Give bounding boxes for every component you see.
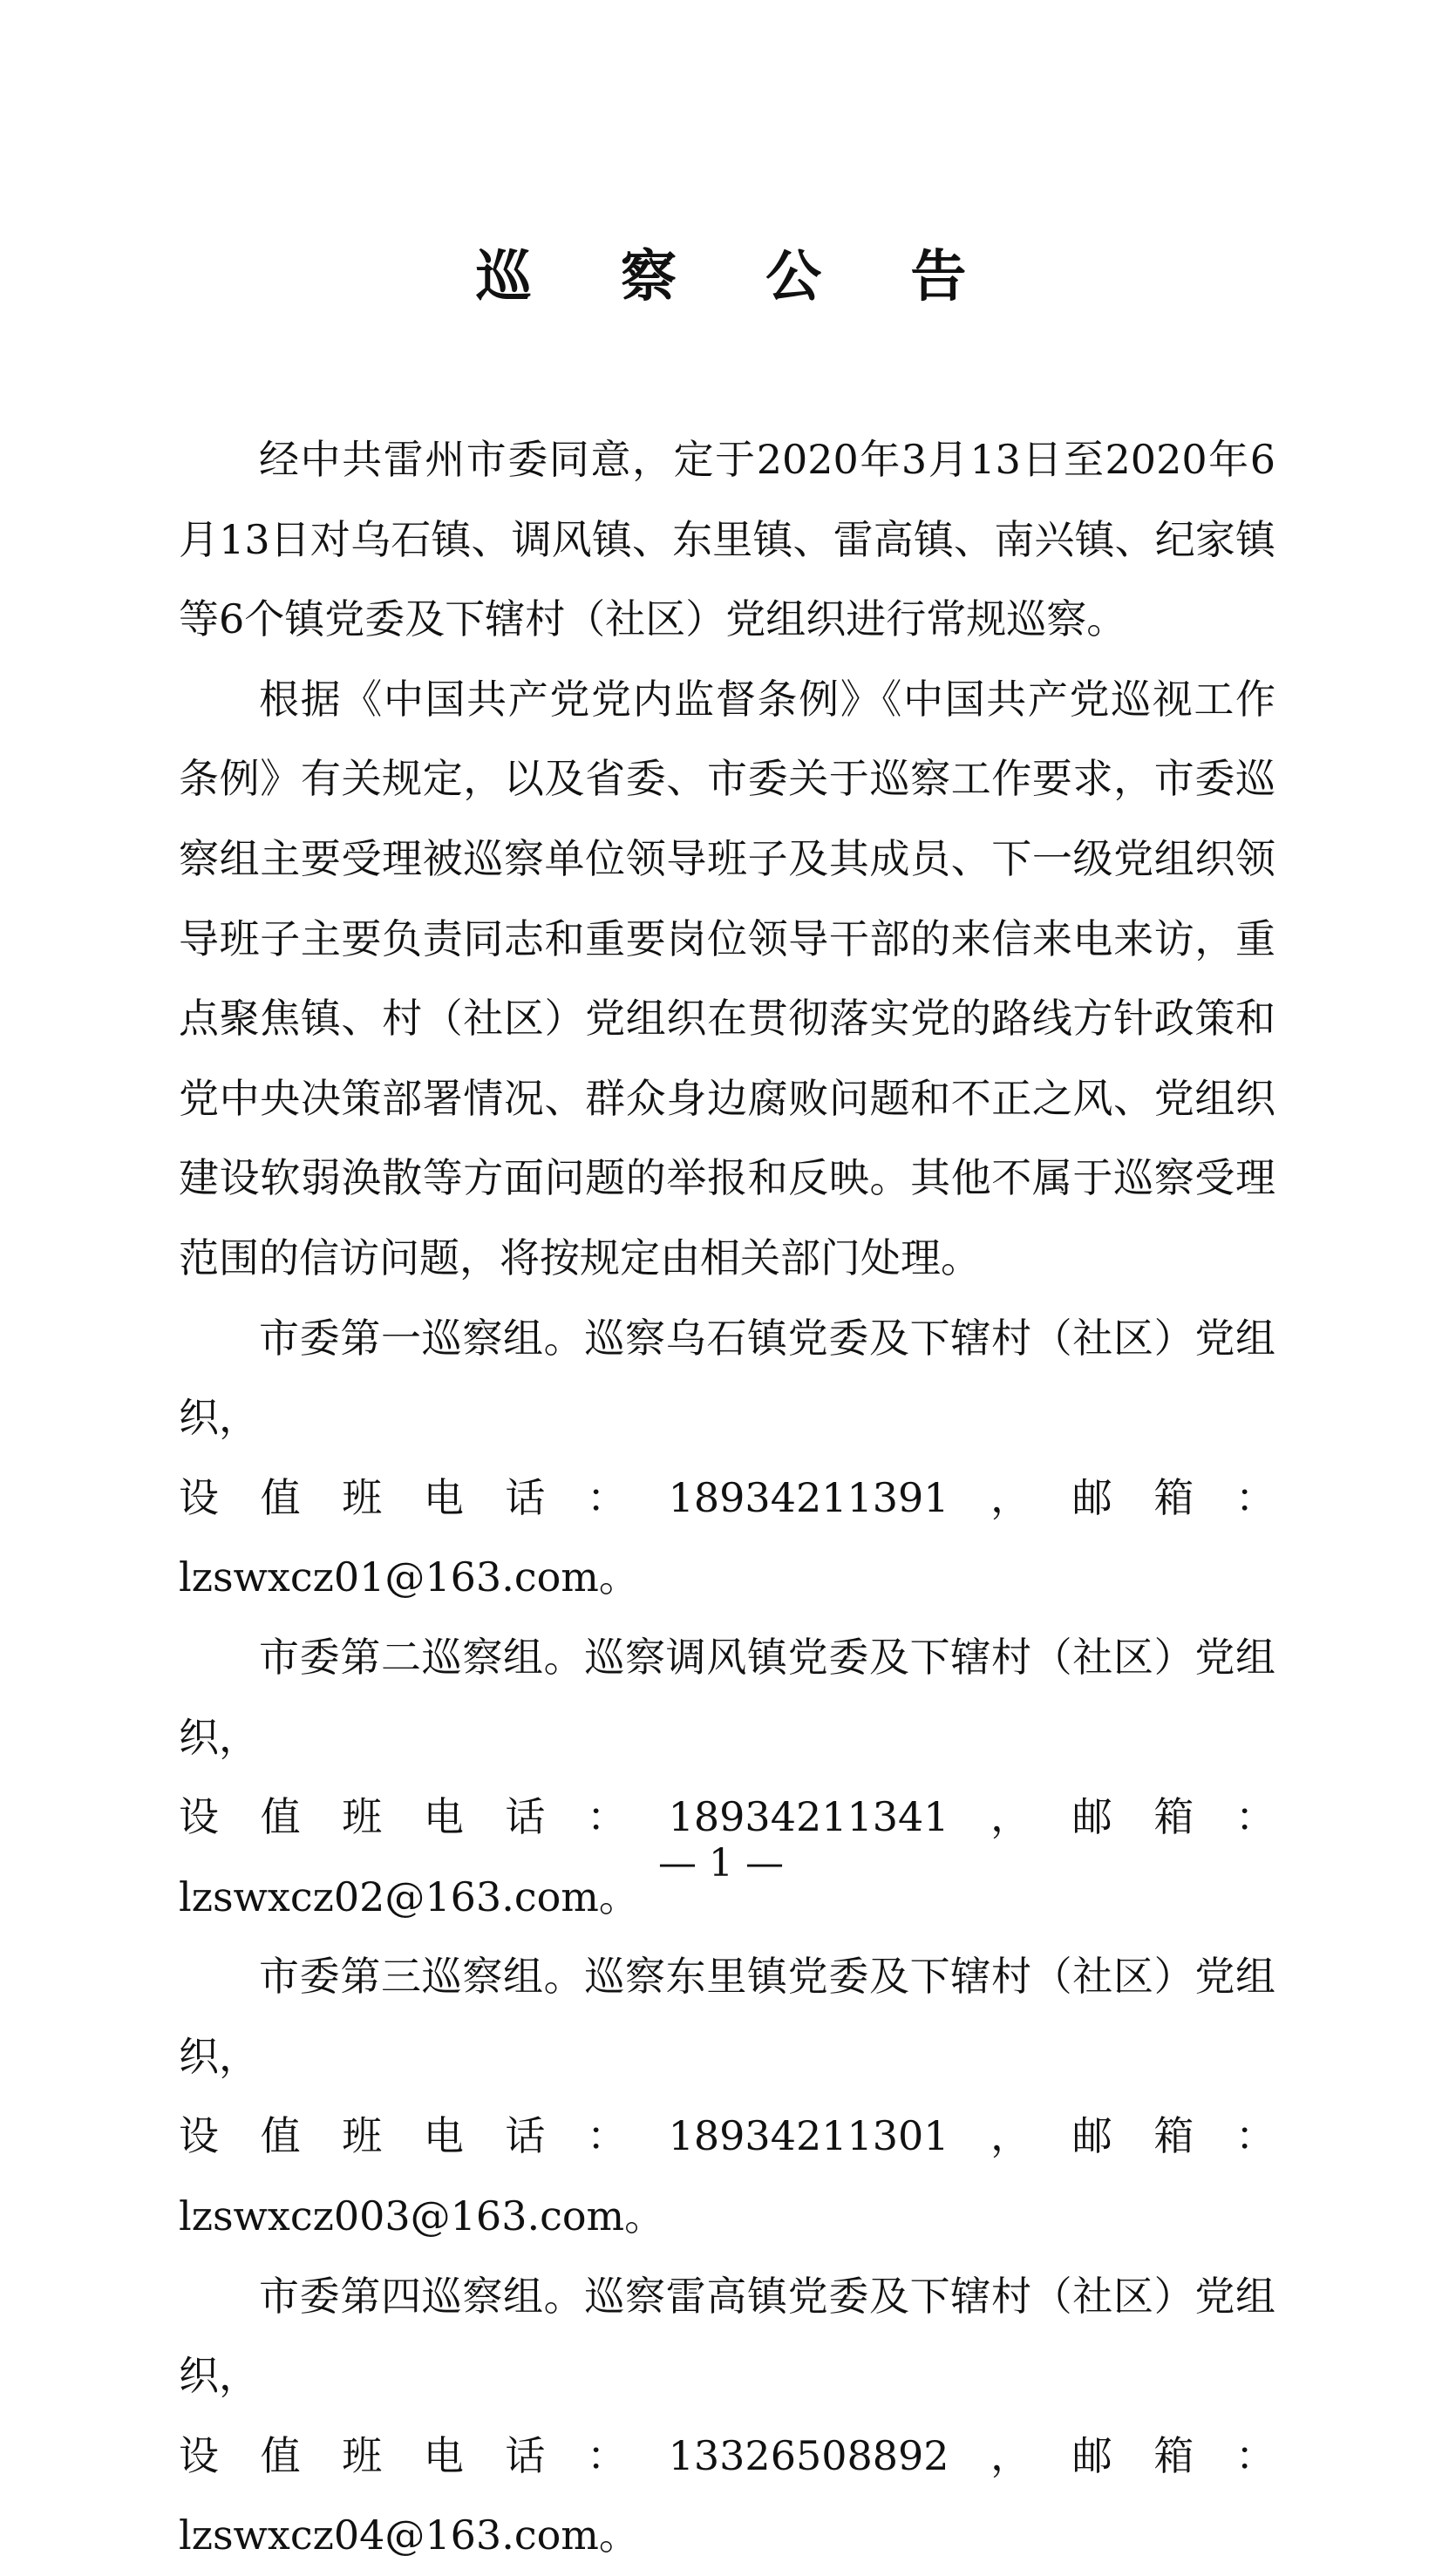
group-3-contact: 设值班电话：18934211301，邮箱：lzswxcz003@163.com。 (179, 2112, 1275, 2240)
group-4-contact: 设值班电话：13326508892，邮箱：lzswxcz04@163.com。 (179, 2431, 1275, 2559)
inspection-group-1 (179, 1299, 1275, 1618)
document-title: 巡 察 公 告 (475, 245, 1002, 309)
group-2-description: 市委第二巡察组。巡察调风镇党委及下辖村（社区）党组织， (179, 1633, 1275, 1761)
group-2-contact: 设值班电话：18934211341，邮箱：lzswxcz02@163.com。 (179, 1793, 1275, 1920)
group-1-contact: 设值班电话：18934211391，邮箱：lzswxcz01@163.com。 (179, 1473, 1275, 1601)
group-3-description: 市委第三巡察组。巡察东里镇党委及下辖村（社区）党组织， (179, 1953, 1275, 2080)
document-body (179, 420, 1275, 2576)
group-4-description: 市委第四巡察组。巡察雷高镇党委及下辖村（社区）党组织， (179, 2272, 1275, 2400)
page-number: — 1 — (658, 1841, 784, 1886)
paragraph-scope: 根据《中国共产党党内监督条例》《中国共产党巡视工作条例》有关规定，以及省委、市委关于巡察工作要求，市委巡察组主要受理被巡察单位领导班子及其成员、下一级党组织领导班子主要负责同志和重要岗位领导干部的来信来电来访，重点聚焦镇、村（社区）党组织在贯彻落实党的路线方针政策和党中央决策部署情况、群众身边腐败问题和不正之风、党组织建设软弱涣散等方面问题的举报和反映。其他不属于巡察受理范围的信访问题，将按规定由相关部门处理。 (179, 675, 1275, 1281)
group-1-description: 市委第一巡察组。巡察乌石镇党委及下辖村（社区）党组织， (179, 1314, 1275, 1442)
inspection-group-3 (179, 1937, 1275, 2256)
inspection-group-4 (179, 2257, 1275, 2576)
paragraph-schedule: 经中共雷州市委同意，定于2020年3月13日至2020年6月13日对乌石镇、调风镇、东里镇、雷高镇、南兴镇、纪家镇等6个镇党委及下辖村（社区）党组织进行常规巡察。 (179, 436, 1275, 643)
